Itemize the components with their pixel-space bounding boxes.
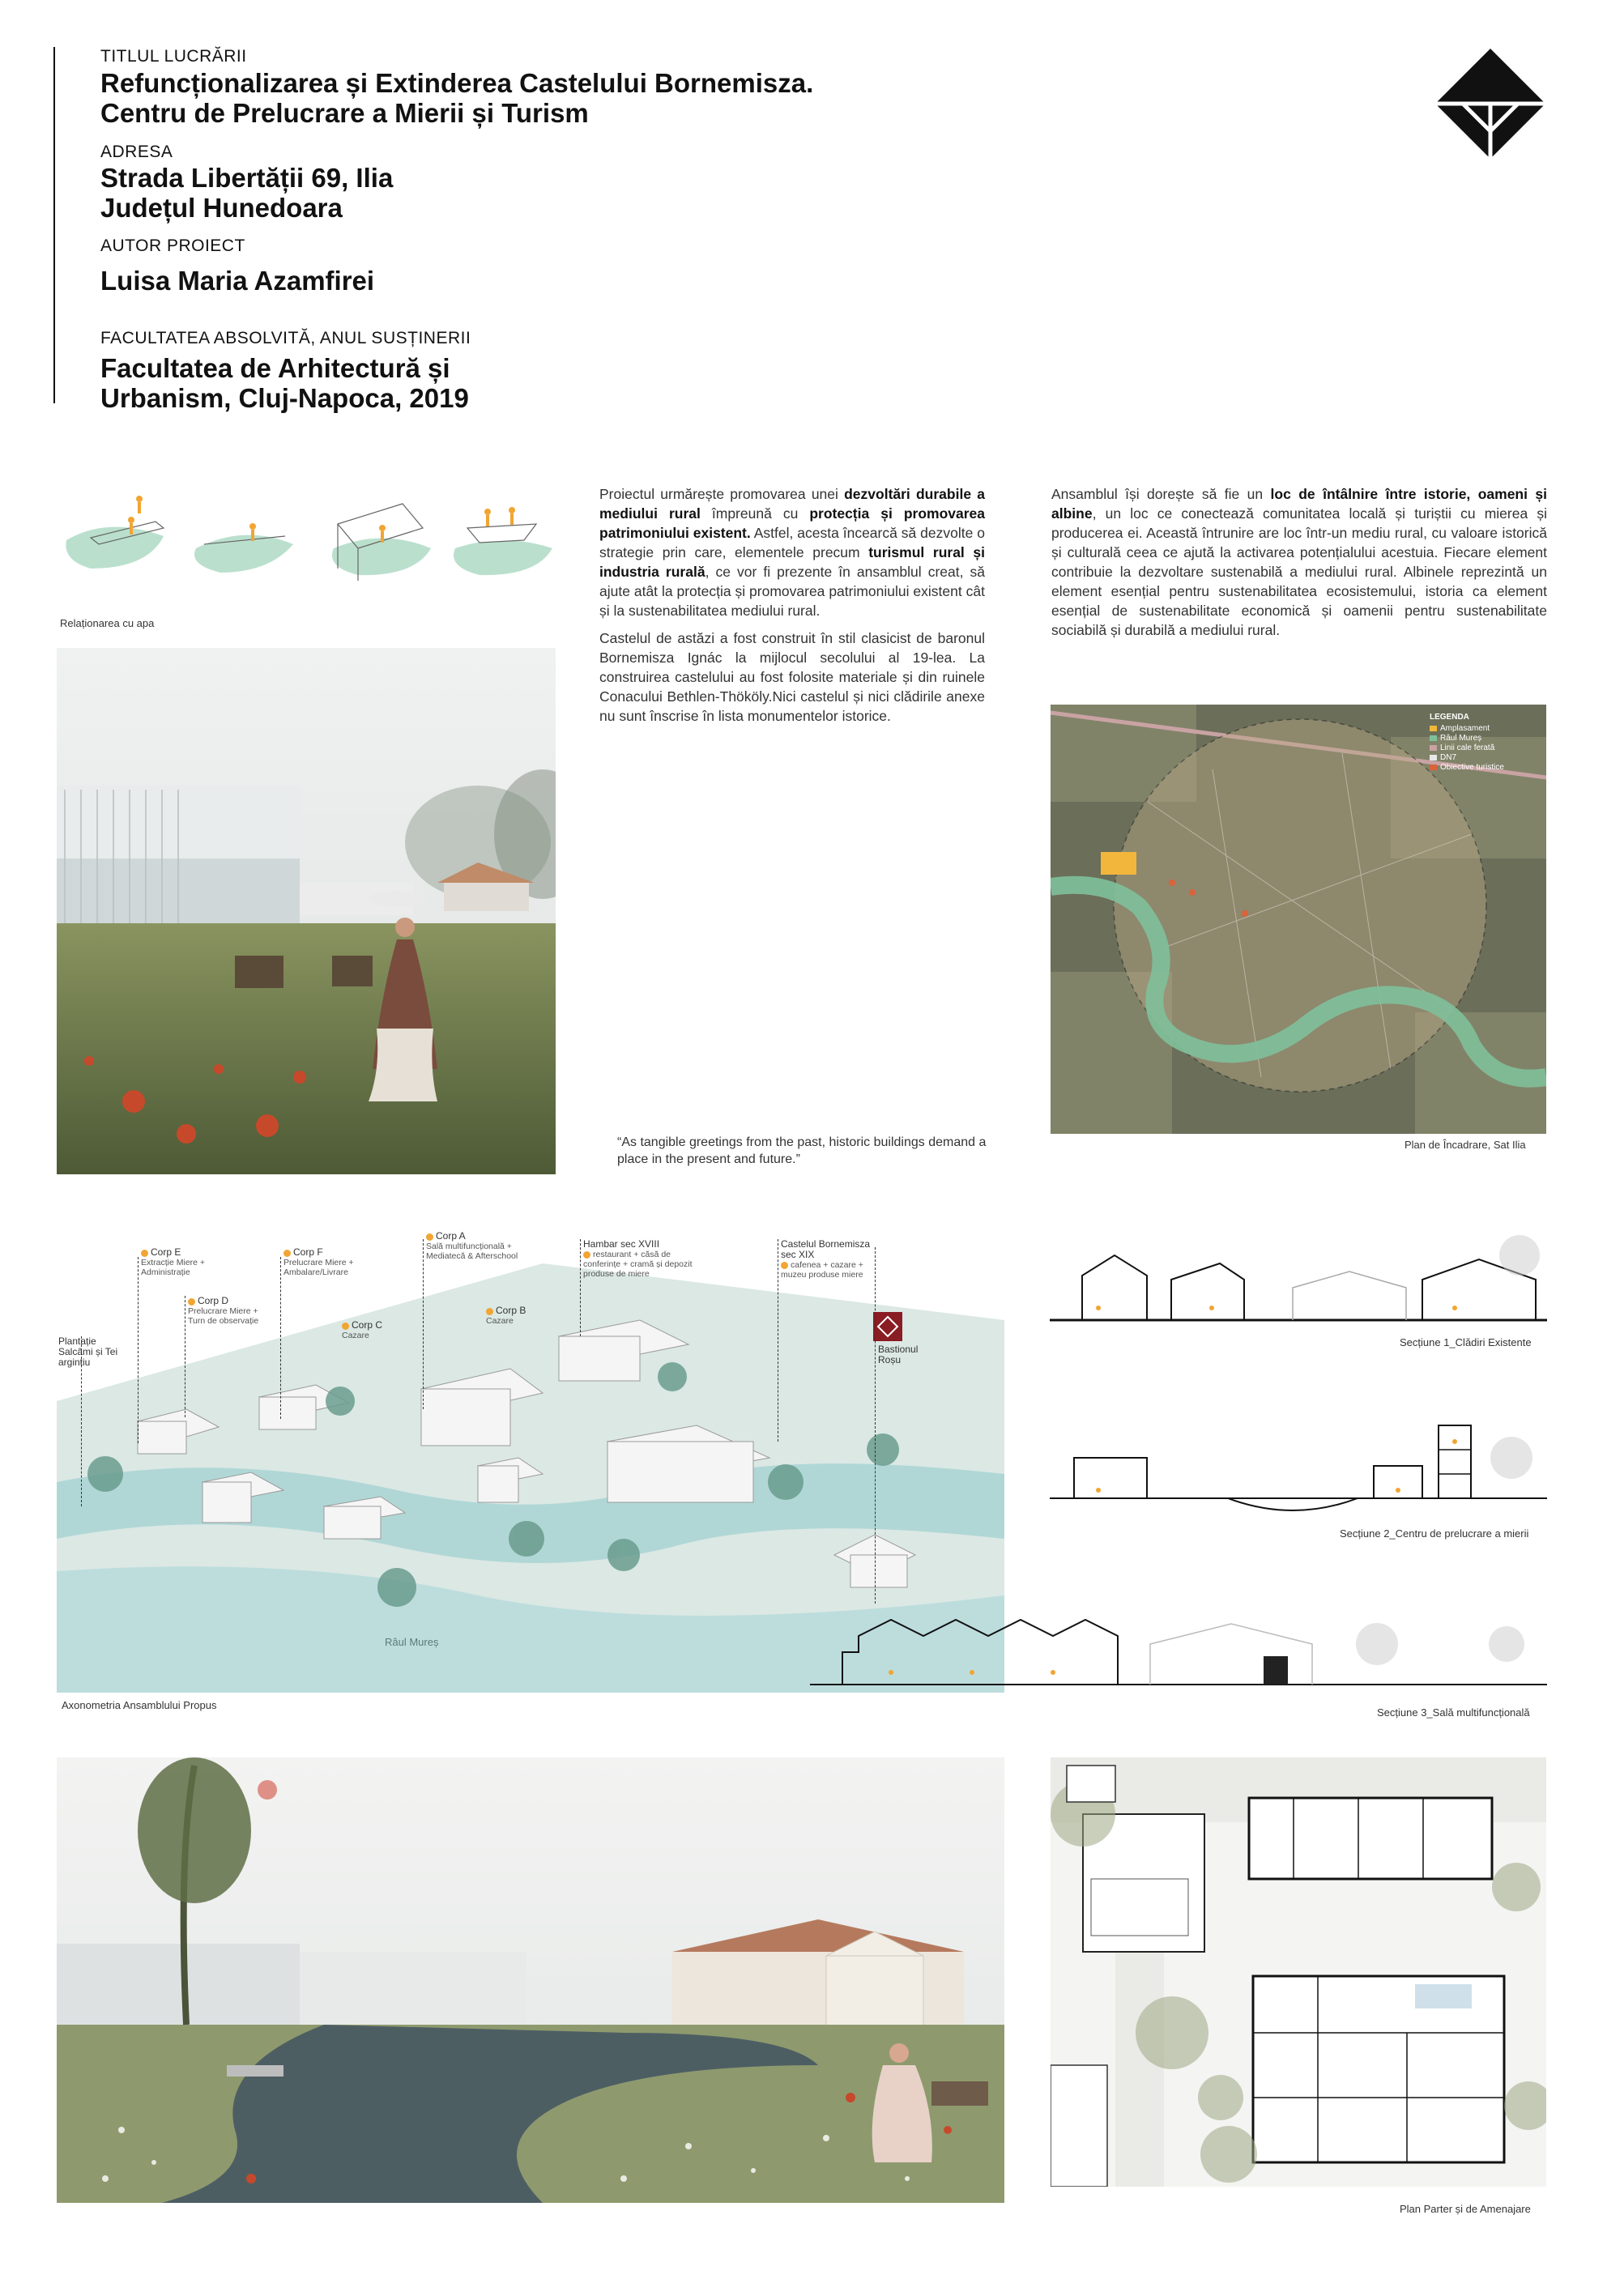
author-name: Luisa Maria Azamfirei bbox=[100, 266, 375, 296]
leader-line bbox=[580, 1239, 581, 1336]
tag-hambar bbox=[583, 1239, 705, 1279]
section-2-drawing bbox=[1050, 1409, 1547, 1519]
tag-title: Corp A bbox=[436, 1230, 466, 1242]
caption-location-plan: Plan de Încadrare, Sat Ilia bbox=[1405, 1139, 1526, 1151]
tag-title: Castelul Bornemisza sec XIX bbox=[781, 1238, 871, 1260]
leader-line bbox=[423, 1239, 424, 1409]
tag-desc: Cazare bbox=[486, 1316, 514, 1326]
tag-desc: Cazare bbox=[342, 1331, 369, 1340]
tag-title: Corp D bbox=[198, 1295, 229, 1306]
marker-dot bbox=[342, 1323, 349, 1330]
title-label: TITLUL LUCRĂRII bbox=[100, 47, 247, 66]
tag-title: Corp B bbox=[496, 1305, 526, 1316]
legend-label: Amplasament bbox=[1440, 724, 1490, 733]
vision-text bbox=[1051, 484, 1547, 648]
caption-axonometry: Axonometria Ansamblului Propus bbox=[62, 1699, 217, 1711]
address-label: ADRESA bbox=[100, 143, 173, 161]
caption-ground-plan: Plan Parter și de Amenajare bbox=[1400, 2203, 1531, 2215]
tag-corp-d bbox=[188, 1296, 261, 1326]
tag-desc: Prelucrare Miere + Ambalare/Livrare bbox=[283, 1258, 354, 1277]
tag-corp-b bbox=[486, 1306, 543, 1326]
intro-text bbox=[599, 484, 985, 734]
legend-item bbox=[1430, 724, 1543, 734]
tag-title: Corp C bbox=[352, 1319, 383, 1331]
render-castle bbox=[57, 1757, 1004, 2203]
legend-swatch bbox=[1430, 745, 1437, 751]
address-line1: Strada Libertății 69, Ilia bbox=[100, 163, 394, 193]
address-line2: Județul Hunedoara bbox=[100, 193, 343, 223]
section-3-drawing bbox=[810, 1612, 1547, 1693]
leader-line bbox=[280, 1257, 281, 1419]
tag-corp-e bbox=[141, 1247, 234, 1277]
logo-icon bbox=[1434, 47, 1547, 160]
marker-dot bbox=[781, 1262, 788, 1269]
tag-desc: restaurant + căsă de conferințe + cramă și depozit produse de miere bbox=[583, 1250, 693, 1279]
river-label: Râul Mureș bbox=[385, 1636, 439, 1648]
legend-title: LEGENDA bbox=[1430, 713, 1469, 722]
ground-plan bbox=[1051, 1757, 1546, 2187]
tag-corp-f bbox=[283, 1247, 373, 1277]
marker-dot bbox=[141, 1250, 148, 1257]
location-map bbox=[1051, 705, 1546, 1134]
legend-swatch bbox=[1430, 735, 1437, 741]
faculty-label: FACULTATEA ABSOLVITĂ, ANUL SUSȚINERII bbox=[100, 329, 471, 347]
marker-dot bbox=[283, 1250, 291, 1257]
legend-swatch bbox=[1430, 765, 1437, 770]
legend-label: Râul Mureș bbox=[1440, 734, 1482, 743]
leader-line bbox=[875, 1247, 876, 1604]
tag-desc: Prelucrare Miere + Turn de observație bbox=[188, 1306, 259, 1326]
vision-paragraph: Ansamblul își dorește să fie un loc de întâlnire între istorie, oameni și albine, un loc ce conectează comunitatea locală și turiștii cu mierea și producerea ei. Această întrunire are loc într-un mediu rural, cu valoare istorică și culturală ceea ce ajută la activarea potențialului acestuia. Fiecare element contribuie la dezvoltare sustenabilă a mediului rural. Albinele reprezintă un element esențial pentru sustenabilitatea ecosistemului, istoria ca element esențial de sustenabilitate economică și oamenii pentru sustenabilitate sociabilă și durabilă a mediului rural. bbox=[1051, 486, 1547, 638]
legend-label: Linii cale ferată bbox=[1440, 743, 1495, 752]
faculty-line1: Facultatea de Arhitectură și bbox=[100, 353, 450, 383]
tag-desc: Extracție Miere + Administrație bbox=[141, 1258, 206, 1277]
section-1-drawing bbox=[1050, 1231, 1547, 1336]
author-label: AUTOR PROIECT bbox=[100, 236, 245, 255]
tag-title: Corp F bbox=[293, 1246, 323, 1258]
caption-section2: Secțiune 2_Centru de prelucrare a mierii bbox=[1340, 1527, 1529, 1540]
legend-label: DN7 bbox=[1440, 753, 1457, 762]
faculty-line2: Urbanism, Cluj-Napoca, 2019 bbox=[100, 383, 469, 413]
tag-castel bbox=[781, 1239, 886, 1280]
caption-section3: Secțiune 3_Sală multifuncțională bbox=[1377, 1706, 1530, 1719]
tag-title: Hambar sec XVIII bbox=[583, 1238, 660, 1250]
tag-text: Bastionul Roșu bbox=[878, 1344, 919, 1365]
legend-label: Obiective turistice bbox=[1440, 763, 1504, 772]
legend-item bbox=[1430, 763, 1543, 773]
marker-dot bbox=[426, 1233, 433, 1241]
legend-item bbox=[1430, 734, 1543, 743]
tag-text: Plantație Salcâmi și Tei argintiu bbox=[58, 1335, 118, 1368]
tag-corp-a bbox=[426, 1231, 531, 1261]
caption-section1: Secțiune 1_Clădiri Existente bbox=[1400, 1336, 1532, 1348]
water-relation-diagrams bbox=[58, 479, 561, 589]
render-meadow bbox=[57, 648, 556, 1174]
project-title-line1: Refuncționalizarea și Extinderea Castelului Bornemisza. bbox=[100, 68, 814, 98]
legend-swatch bbox=[1430, 726, 1437, 731]
map-legend bbox=[1430, 713, 1543, 773]
tag-corp-c bbox=[342, 1320, 399, 1340]
intro-paragraph-2: Castelul de astăzi a fost construit în stil clasicist de baronul Bornemisza Ignác la mijlocul secolului al 19-lea. La construirea castelului au fost folosite materiale și din ruinele Conacului Bethlen-Thököly.Nici castelul și nici clădirile anexe nu sunt înscrise în lista monumentelor istorice. bbox=[599, 630, 985, 724]
marker-dot bbox=[583, 1251, 590, 1259]
intro-paragraph-1: Proiectul urmărește promovarea unei dezvoltări durabile a mediului rural împreună cu protecția și promovarea patrimoniului existent. Astfel, acesta încearcă să dezvolte o strategie prin care, elementele precum turismul rural și industria rurală, ce vor fi prezente în ansamblul creat, să ajute atât la protecția și promovarea patrimoniului existent cât și la sustenabilitatea mediului rural. bbox=[599, 486, 986, 619]
project-title-line2: Centru de Prelucrare a Mierii și Turism bbox=[100, 98, 589, 128]
tag-desc: Sală multifuncțională + Mediatecă & Afterschool bbox=[426, 1242, 518, 1261]
legend-item bbox=[1430, 753, 1543, 763]
header-rule bbox=[53, 47, 55, 403]
tag-desc: cafenea + cazare + muzeu produse miere bbox=[781, 1260, 863, 1280]
leader-line bbox=[138, 1257, 139, 1443]
marker-dot bbox=[486, 1308, 493, 1315]
tag-plantatie bbox=[58, 1336, 123, 1368]
legend-item bbox=[1430, 743, 1543, 753]
quote: “As tangible greetings from the past, historic buildings demand a place in the present and future.” bbox=[617, 1135, 987, 1166]
tag-bastion bbox=[878, 1344, 927, 1365]
legend-swatch bbox=[1430, 755, 1437, 760]
tag-title: Corp E bbox=[151, 1246, 181, 1258]
marker-dot bbox=[188, 1298, 195, 1306]
caption-water: Relaționarea cu apa bbox=[60, 617, 155, 629]
